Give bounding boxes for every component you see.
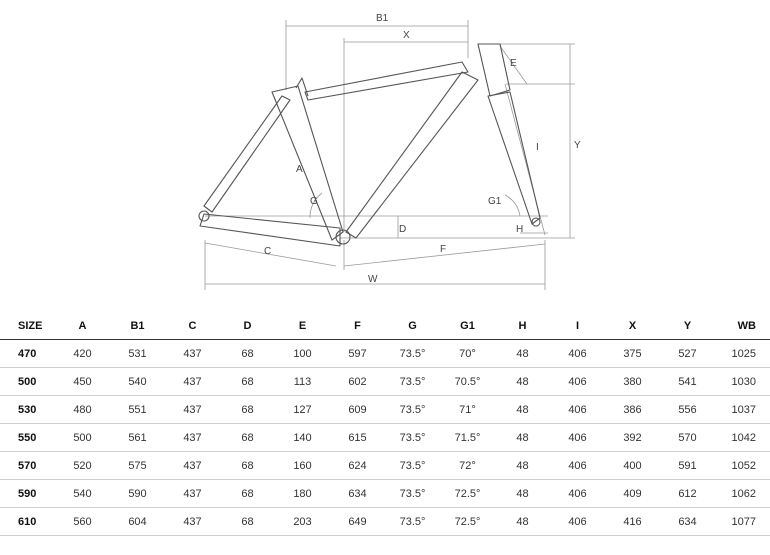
table-cell: 386 bbox=[605, 396, 660, 424]
table-cell: 437 bbox=[165, 340, 220, 368]
table-cell: 48 bbox=[495, 340, 550, 368]
label-d: D bbox=[399, 224, 407, 235]
table-cell: 437 bbox=[165, 368, 220, 396]
table-cell: 602 bbox=[330, 368, 385, 396]
table-row bbox=[0, 452, 770, 480]
table-row bbox=[0, 508, 770, 536]
label-g1: G1 bbox=[488, 196, 502, 207]
table-cell: 615 bbox=[330, 424, 385, 452]
table-cell: 416 bbox=[605, 508, 660, 536]
col-header: I bbox=[550, 313, 605, 340]
table-cell: 48 bbox=[495, 508, 550, 536]
table-cell: 604 bbox=[110, 508, 165, 536]
col-header: G1 bbox=[440, 313, 495, 340]
table-cell: 409 bbox=[605, 480, 660, 508]
table-cell: 73.5° bbox=[385, 340, 440, 368]
table-cell: 540 bbox=[55, 480, 110, 508]
table-cell: 1037 bbox=[715, 396, 770, 424]
table-row bbox=[0, 340, 770, 368]
table-cell: 68 bbox=[220, 452, 275, 480]
label-x: X bbox=[403, 30, 410, 41]
table-cell: 70.5° bbox=[440, 368, 495, 396]
table-cell: 68 bbox=[220, 396, 275, 424]
table-cell: 649 bbox=[330, 508, 385, 536]
table-cell: 575 bbox=[110, 452, 165, 480]
table-cell: 531 bbox=[110, 340, 165, 368]
table-cell: 72.5° bbox=[440, 480, 495, 508]
table-cell: 527 bbox=[660, 340, 715, 368]
table-cell: 612 bbox=[660, 480, 715, 508]
table-cell: 73.5° bbox=[385, 480, 440, 508]
table-cell: 406 bbox=[550, 452, 605, 480]
col-header: F bbox=[330, 313, 385, 340]
table-cell: 437 bbox=[165, 508, 220, 536]
table-cell: 437 bbox=[165, 480, 220, 508]
label-w: W bbox=[368, 274, 378, 285]
table-cell: 634 bbox=[660, 508, 715, 536]
table-row bbox=[0, 480, 770, 508]
table-cell: 48 bbox=[495, 396, 550, 424]
table-cell: 624 bbox=[330, 452, 385, 480]
size-cell: 470 bbox=[0, 340, 55, 368]
col-header: H bbox=[495, 313, 550, 340]
table-cell: 73.5° bbox=[385, 396, 440, 424]
table-cell: 73.5° bbox=[385, 424, 440, 452]
table-cell: 500 bbox=[55, 424, 110, 452]
table-cell: 520 bbox=[55, 452, 110, 480]
dimension-labels bbox=[264, 13, 581, 285]
table-row bbox=[0, 424, 770, 452]
table-cell: 406 bbox=[550, 396, 605, 424]
table-cell: 406 bbox=[550, 424, 605, 452]
table-cell: 1077 bbox=[715, 508, 770, 536]
col-header: A bbox=[55, 313, 110, 340]
label-e: E bbox=[510, 58, 517, 69]
table-cell: 180 bbox=[275, 480, 330, 508]
table-cell: 560 bbox=[55, 508, 110, 536]
table-cell: 437 bbox=[165, 452, 220, 480]
table-cell: 72° bbox=[440, 452, 495, 480]
table-cell: 480 bbox=[55, 396, 110, 424]
label-a: A bbox=[296, 164, 303, 175]
table-cell: 48 bbox=[495, 424, 550, 452]
table-cell: 127 bbox=[275, 396, 330, 424]
col-header: E bbox=[275, 313, 330, 340]
col-header: WB bbox=[715, 313, 770, 340]
table-cell: 48 bbox=[495, 368, 550, 396]
table-cell: 72.5° bbox=[440, 508, 495, 536]
table-cell: 140 bbox=[275, 424, 330, 452]
table-cell: 634 bbox=[330, 480, 385, 508]
table-cell: 437 bbox=[165, 396, 220, 424]
size-cell: 590 bbox=[0, 480, 55, 508]
dimension-lines bbox=[205, 20, 575, 290]
table-row bbox=[0, 368, 770, 396]
table-cell: 540 bbox=[110, 368, 165, 396]
table-cell: 570 bbox=[660, 424, 715, 452]
table-cell: 73.5° bbox=[385, 452, 440, 480]
table-cell: 420 bbox=[55, 340, 110, 368]
table-cell: 1062 bbox=[715, 480, 770, 508]
table-cell: 437 bbox=[165, 424, 220, 452]
table-cell: 70° bbox=[440, 340, 495, 368]
col-header: X bbox=[605, 313, 660, 340]
size-cell: 610 bbox=[0, 508, 55, 536]
table-cell: 609 bbox=[330, 396, 385, 424]
table-cell: 400 bbox=[605, 452, 660, 480]
table-cell: 48 bbox=[495, 452, 550, 480]
label-g: G bbox=[310, 196, 318, 207]
table-cell: 48 bbox=[495, 480, 550, 508]
size-cell: 550 bbox=[0, 424, 55, 452]
table-cell: 160 bbox=[275, 452, 330, 480]
label-b1: B1 bbox=[376, 13, 389, 24]
table-cell: 591 bbox=[660, 452, 715, 480]
table-cell: 597 bbox=[330, 340, 385, 368]
geometry-table bbox=[0, 313, 770, 536]
table-cell: 406 bbox=[550, 368, 605, 396]
table-cell: 590 bbox=[110, 480, 165, 508]
label-f: F bbox=[440, 244, 447, 255]
table-cell: 1030 bbox=[715, 368, 770, 396]
table-cell: 561 bbox=[110, 424, 165, 452]
table-header-row bbox=[0, 313, 770, 340]
table-cell: 392 bbox=[605, 424, 660, 452]
table-cell: 1052 bbox=[715, 452, 770, 480]
table-cell: 551 bbox=[110, 396, 165, 424]
table-cell: 203 bbox=[275, 508, 330, 536]
table-cell: 71.5° bbox=[440, 424, 495, 452]
table-cell: 68 bbox=[220, 368, 275, 396]
table-cell: 380 bbox=[605, 368, 660, 396]
table-cell: 406 bbox=[550, 508, 605, 536]
col-header: SIZE bbox=[0, 313, 55, 340]
table-cell: 68 bbox=[220, 340, 275, 368]
col-header: B1 bbox=[110, 313, 165, 340]
table-body bbox=[0, 340, 770, 536]
label-y: Y bbox=[574, 140, 581, 151]
col-header: C bbox=[165, 313, 220, 340]
table-row bbox=[0, 396, 770, 424]
table-cell: 375 bbox=[605, 340, 660, 368]
table-cell: 406 bbox=[550, 340, 605, 368]
table-cell: 73.5° bbox=[385, 368, 440, 396]
table-cell: 68 bbox=[220, 508, 275, 536]
table-cell: 1042 bbox=[715, 424, 770, 452]
table-cell: 100 bbox=[275, 340, 330, 368]
table-cell: 68 bbox=[220, 424, 275, 452]
col-header: D bbox=[220, 313, 275, 340]
table-cell: 450 bbox=[55, 368, 110, 396]
size-cell: 500 bbox=[0, 368, 55, 396]
table-cell: 68 bbox=[220, 480, 275, 508]
size-cell: 530 bbox=[0, 396, 55, 424]
table-cell: 556 bbox=[660, 396, 715, 424]
table-cell: 406 bbox=[550, 480, 605, 508]
table-cell: 1025 bbox=[715, 340, 770, 368]
col-header: Y bbox=[660, 313, 715, 340]
table-cell: 71° bbox=[440, 396, 495, 424]
size-cell: 570 bbox=[0, 452, 55, 480]
label-h: H bbox=[516, 224, 524, 235]
table-cell: 73.5° bbox=[385, 508, 440, 536]
table-cell: 541 bbox=[660, 368, 715, 396]
label-i: I bbox=[536, 142, 539, 153]
label-c: C bbox=[264, 246, 272, 257]
table-cell: 113 bbox=[275, 368, 330, 396]
col-header: G bbox=[385, 313, 440, 340]
